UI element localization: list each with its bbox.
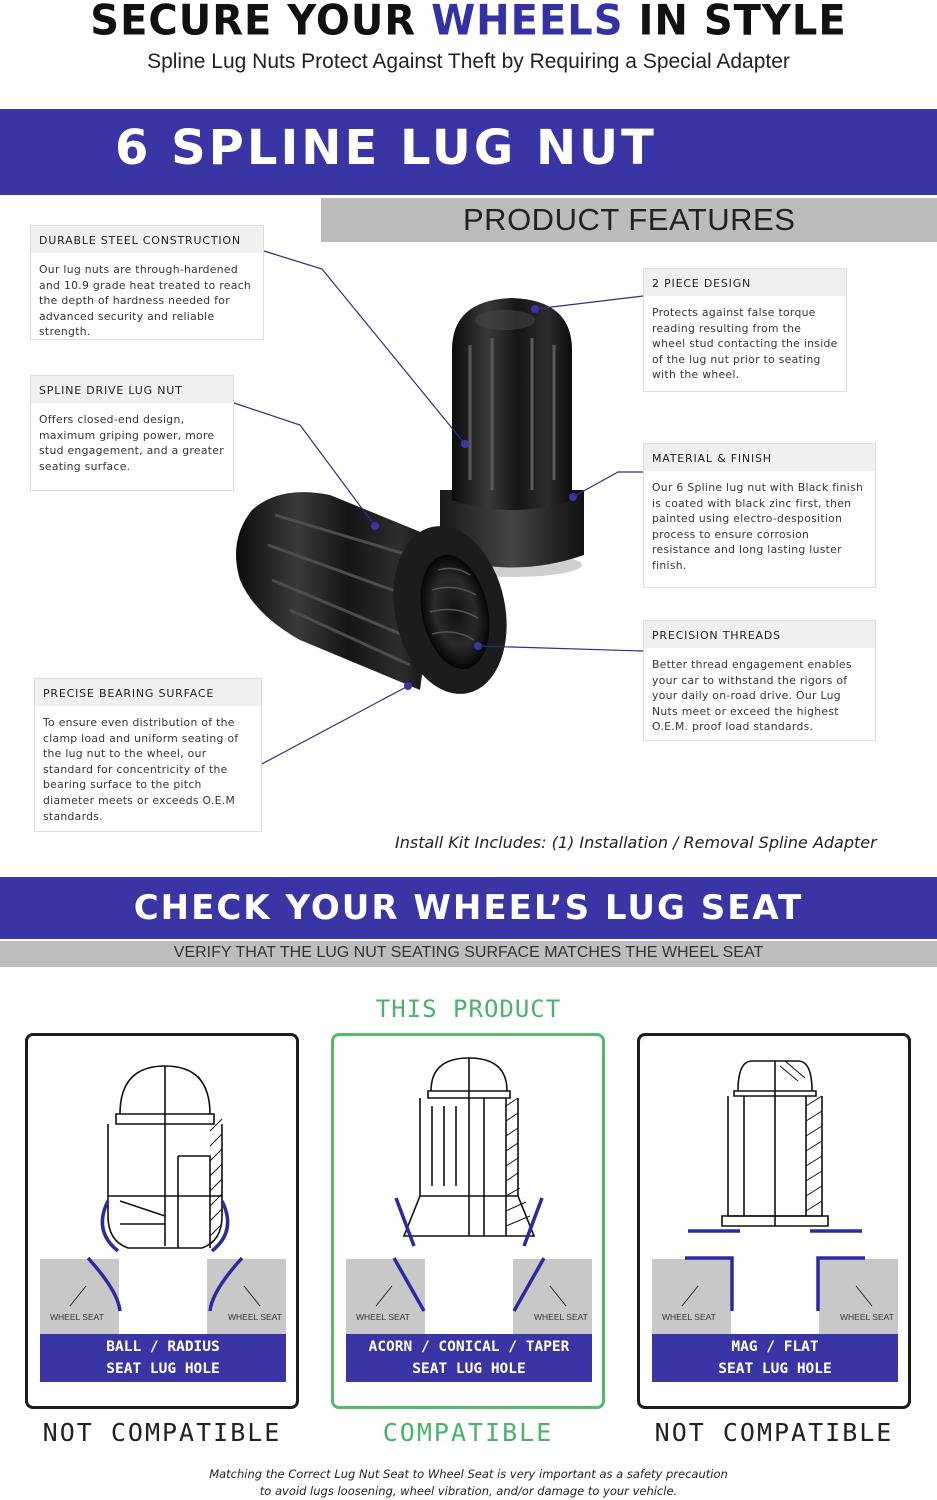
feature-title: MATERIAL & FINISH	[644, 444, 875, 471]
feature-text: Better thread engagement enables your car to withstand the rigors of your daily on-road drive. Our Lug Nuts meet or exceed the highest O.E.M. proof load standards.	[652, 658, 852, 734]
this-product-label: THIS PRODUCT	[375, 995, 562, 1023]
feature-card-steel-construction	[30, 225, 264, 340]
feature-text: Protects against false torque reading resulting from the wheel stud contacting the inside of the lug nut prior to seating with the wheel.	[652, 306, 838, 382]
feature-text: Our lug nuts are through-hardened and 10.9 grade heat treated to reach the depth of hardness needed for advanced security and reliable strength.	[39, 263, 251, 339]
feature-card-material-finish	[643, 443, 876, 588]
page-subtitle: Spline Lug Nuts Protect Against Theft by Requiring a Special Adapter	[147, 50, 790, 73]
feature-card-spline-drive	[30, 375, 234, 491]
features-heading: PRODUCT FEATURES	[463, 202, 796, 237]
feature-text: To ensure even distribution of the clamp load and uniform seating of the lug nut to the wheel, our standard for concentricity of the bearing surface to the pitch diameter meets or exceeds O.E.M standards.	[43, 716, 239, 823]
seat-type-label: ACORN / CONICAL / TAPER SEAT LUG HOLE	[346, 1334, 592, 1382]
wheel-seat-label-left: WHEEL SEAT	[50, 1312, 104, 1322]
seat-panel-ball-radius	[25, 1033, 299, 1409]
page-title: SECURE YOUR WHEELS IN STYLE	[90, 0, 847, 46]
wheel-seat-label-left: WHEEL SEAT	[662, 1312, 716, 1322]
feature-title: DURABLE STEEL CONSTRUCTION	[31, 226, 263, 253]
feature-card-precision-threads	[643, 620, 876, 741]
compatibility-status-flat: NOT COMPATIBLE	[654, 1418, 894, 1447]
compatibility-status-conical: COMPATIBLE	[382, 1418, 554, 1447]
feature-title: 2 PIECE DESIGN	[644, 269, 846, 296]
seat-panel-mag-flat	[637, 1033, 911, 1409]
feature-title: PRECISION THREADS	[644, 621, 875, 648]
feature-text: Our 6 Spline lug nut with Black finish is coated with black zinc first, then painted using electro-desposition process to ensure corrosion resistance and long lasting luster finish.	[652, 481, 864, 572]
seat-type-label: MAG / FLAT SEAT LUG HOLE	[652, 1334, 898, 1382]
wheel-seat-label-right: WHEEL SEAT	[840, 1312, 894, 1322]
seat-panel-acorn-conical	[331, 1033, 605, 1409]
safety-footnote: Matching the Correct Lug Nut Seat to Wheel Seat is very important as a safety precaution to avoid lugs loosening, wheel vibration, and/or damage to your vehicle.	[209, 1467, 728, 1498]
feature-title: SPLINE DRIVE LUG NUT	[31, 376, 233, 403]
seat-type-label: BALL / RADIUS SEAT LUG HOLE	[40, 1334, 286, 1382]
install-kit-note: Install Kit Includes: (1) Installation / Removal Spline Adapter	[395, 833, 877, 852]
feature-text: Offers closed-end design, maximum griping power, more stud engagement, and a greater seating surface.	[39, 413, 224, 473]
compatibility-status-ball: NOT COMPATIBLE	[42, 1418, 282, 1447]
feature-card-bearing-surface	[34, 678, 262, 832]
product-name: 6 SPLINE LUG NUT	[115, 120, 657, 176]
wheel-seat-label-left: WHEEL SEAT	[356, 1312, 410, 1322]
wheel-seat-label-right: WHEEL SEAT	[534, 1312, 588, 1322]
feature-title: PRECISE BEARING SURFACE	[35, 679, 261, 706]
lug-seat-heading: CHECK YOUR WHEEL’S LUG SEAT	[133, 888, 804, 928]
feature-card-2-piece-design	[643, 268, 847, 392]
wheel-seat-label-right: WHEEL SEAT	[228, 1312, 282, 1322]
verify-subheading: VERIFY THAT THE LUG NUT SEATING SURFACE MATCHES THE WHEEL SEAT	[173, 944, 764, 961]
